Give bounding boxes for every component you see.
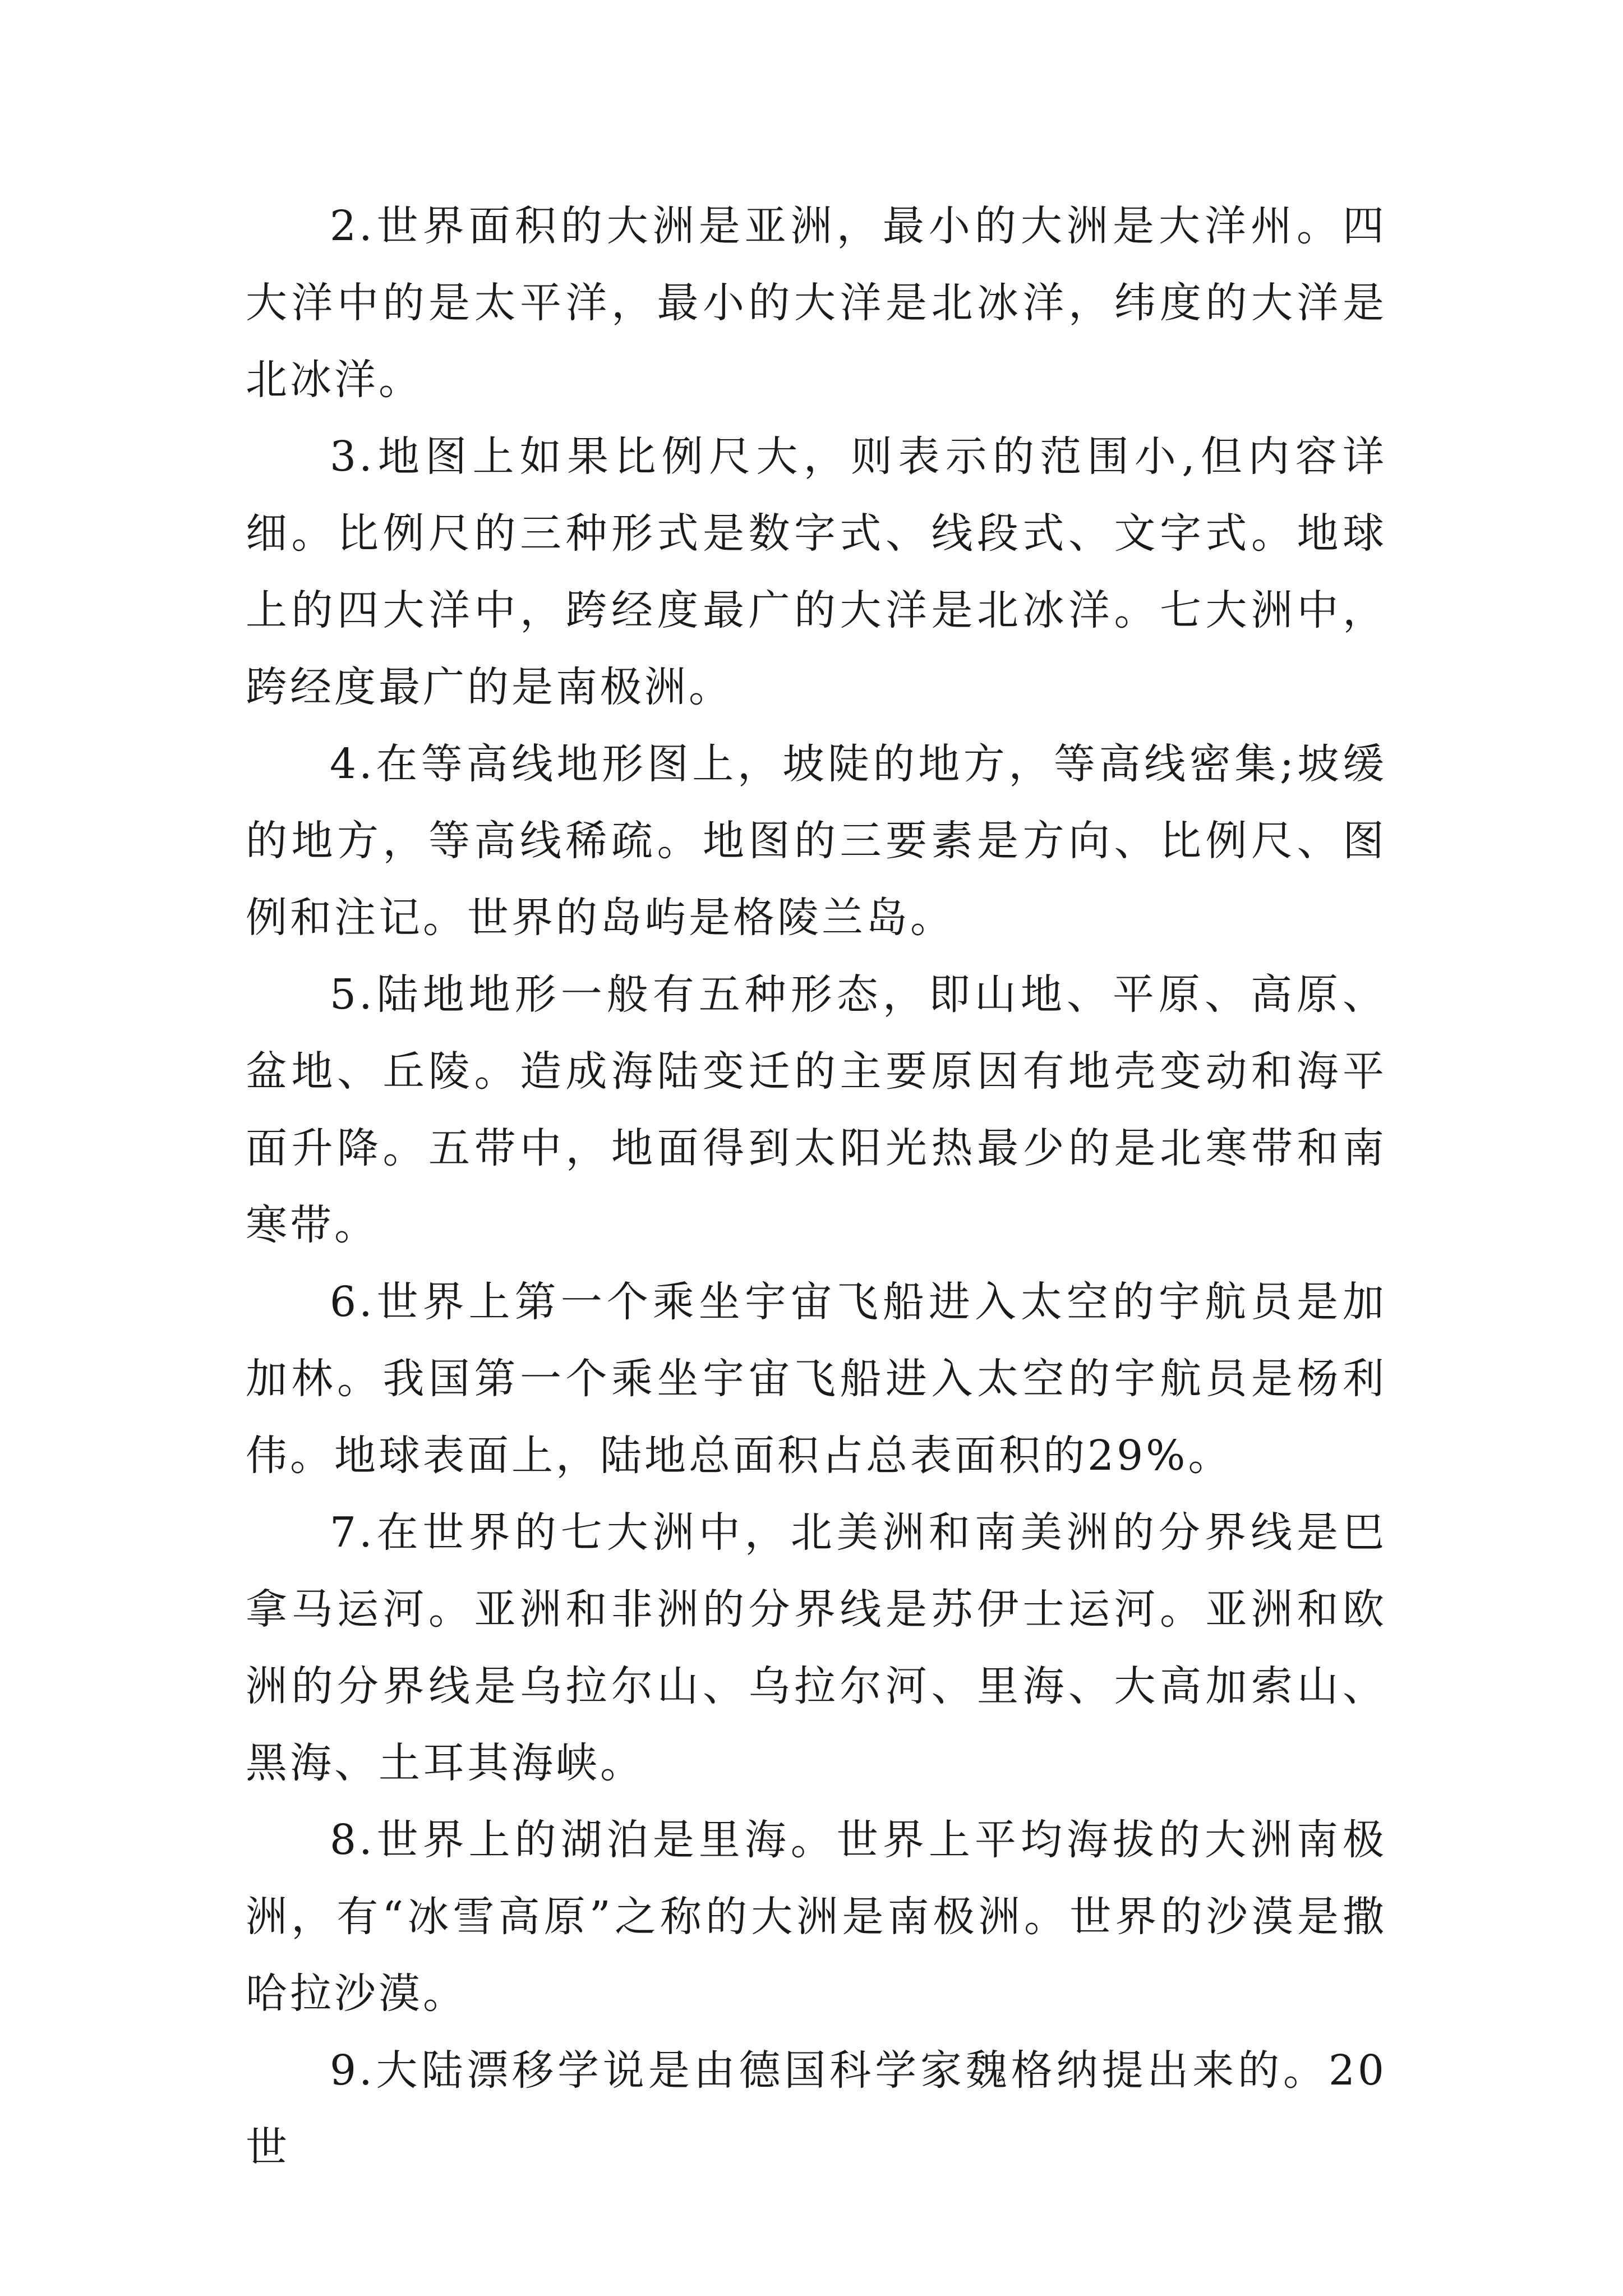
paragraph-3: 3.地图上如果比例尺大，则表示的范围小,但内容详细。比例尺的三种形式是数字式、线段式、文字式。地球上的四大洋中，跨经度最广的大洋是北冰洋。七大洲中，跨经度最广的是南极洲。 (246, 432, 1387, 711)
paragraph-4: 4.在等高线地形图上，坡陡的地方，等高线密集;坡缓的地方，等高线稀疏。地图的三要素是方向、比例尺、图例和注记。世界的岛屿是格陵兰岛。 (246, 740, 1387, 942)
paragraph-7: 7.在世界的七大洲中，北美洲和南美洲的分界线是巴拿马运河。亚洲和非洲的分界线是苏伊士运河。亚洲和欧洲的分界线是乌拉尔山、乌拉尔河、里海、大高加索山、黑海、土耳其海峡。 (246, 1508, 1387, 1787)
document-body (246, 188, 1387, 2186)
paragraph-6: 6.世界上第一个乘坐宇宙飞船进入太空的宇航员是加加林。我国第一个乘坐宇宙飞船进入太空的宇航员是杨利伟。地球表面上，陆地总面积占总表面积的29%。 (246, 1278, 1387, 1480)
paragraph-5: 5.陆地地形一般有五种形态，即山地、平原、高原、盆地、丘陵。造成海陆变迁的主要原因有地壳变动和海平面升降。五带中，地面得到太阳光热最少的是北寒带和南寒带。 (246, 970, 1387, 1249)
paragraph-2: 2.世界面积的大洲是亚洲，最小的大洲是大洋州。四大洋中的是太平洋，最小的大洋是北冰洋，纬度的大洋是北冰洋。 (246, 202, 1387, 404)
paragraph-8: 8.世界上的湖泊是里海。世界上平均海拔的大洲南极洲，有“冰雪高原”之称的大洲是南极洲。世界的沙漠是撒哈拉沙漠。 (246, 1816, 1387, 2018)
paragraph-9: 9.大陆漂移学说是由德国科学家魏格纳提出来的。20世 (246, 2046, 1387, 2171)
